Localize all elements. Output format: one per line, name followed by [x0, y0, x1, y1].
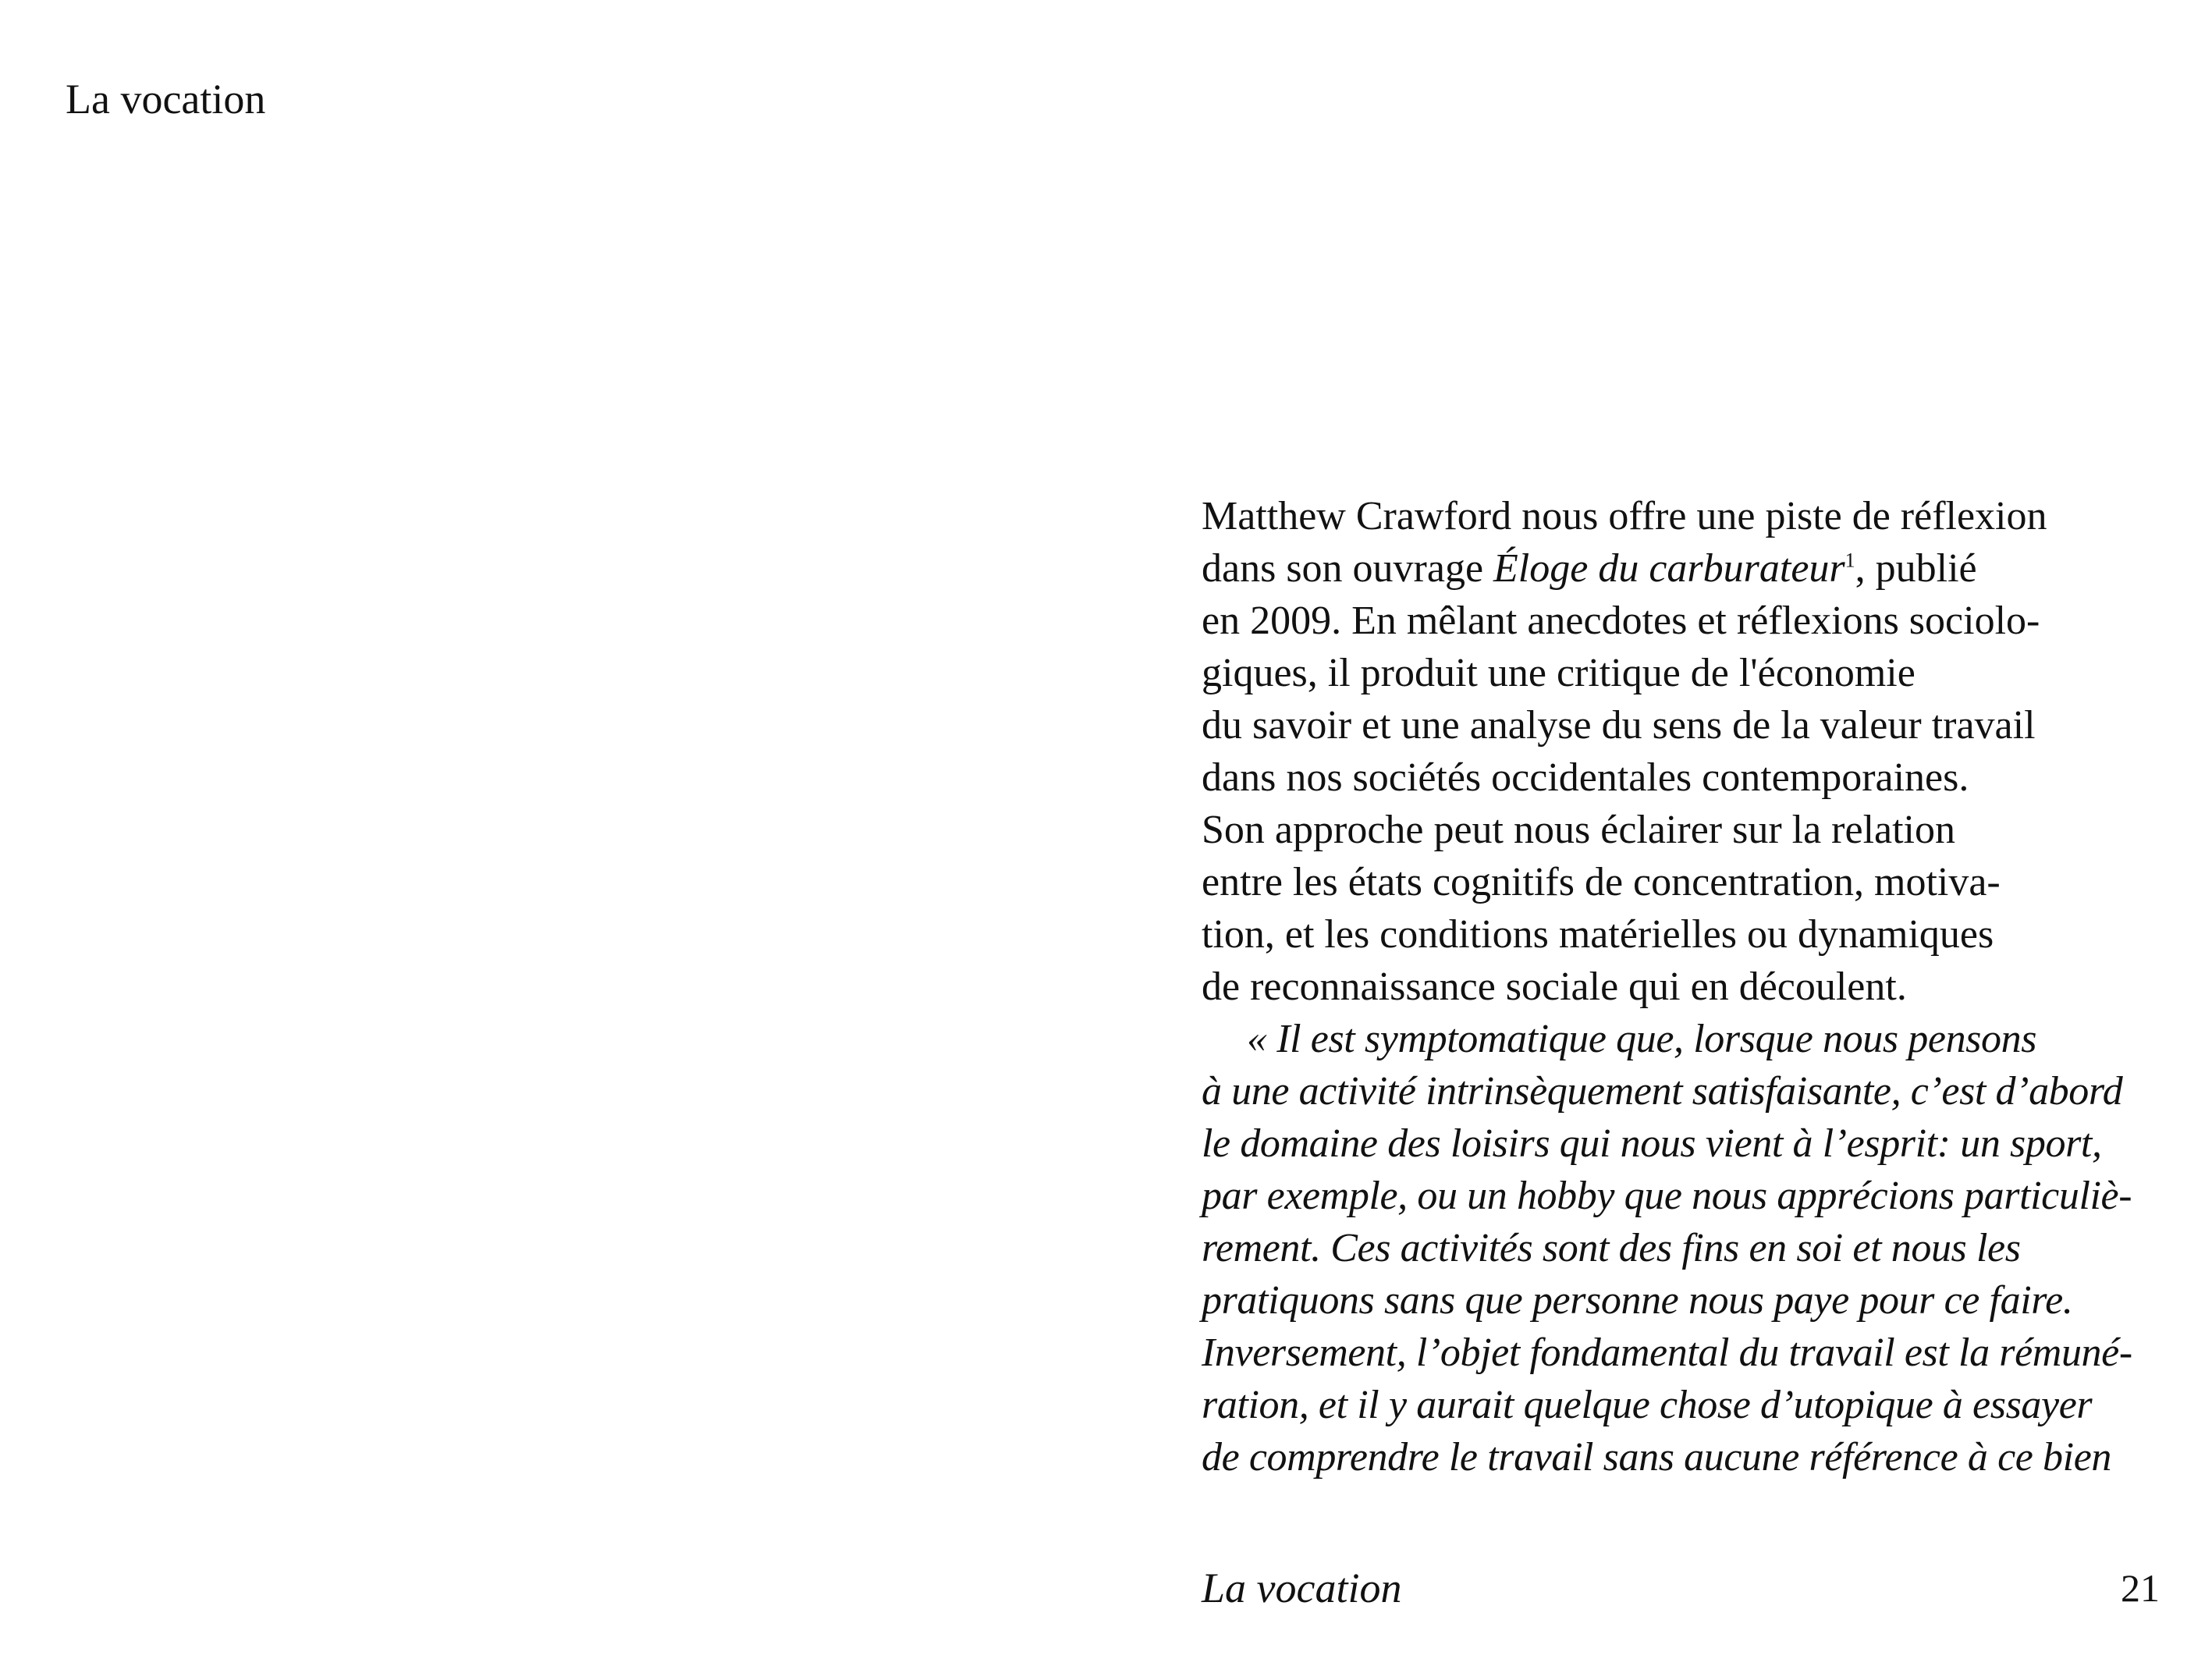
body-line: Matthew Crawford nous offre une piste de réflexion	[1202, 494, 2047, 538]
body-line: du savoir et une analyse du sens de la valeur travail	[1202, 703, 2036, 748]
body-line: tion, et les conditions matérielles ou dynamiques	[1202, 912, 1994, 957]
body-line: de reconnaissance sociale qui en découlent.	[1202, 964, 1907, 1009]
quote-line: « Il est symptomatique que, lorsque nous pensons	[1247, 1017, 2037, 1061]
book-title: Éloge du carburateur	[1493, 546, 1845, 591]
quote-line: par exemple, ou un hobby que nous apprécions particuliè-	[1202, 1174, 2132, 1218]
footnote-marker: 1	[1845, 549, 1855, 572]
body-line: dans nos sociétés occidentales contemporaines.	[1202, 755, 1969, 800]
body-line: Son approche peut nous éclairer sur la relation	[1202, 808, 1955, 852]
quote-line: le domaine des loisirs qui nous vient à l’esprit: un sport,	[1202, 1121, 2102, 1166]
body-text-fragment: , publié	[1855, 546, 1977, 591]
quote-line: Inversement, l’objet fondamental du travail est la rémuné-	[1202, 1330, 2132, 1375]
body-line: entre les états cognitifs de concentration, motiva-	[1202, 860, 2001, 904]
body-line	[1202, 542, 2169, 595]
page-number: 21	[2121, 1566, 2160, 1610]
body-text	[1202, 490, 2169, 1483]
body-text-fragment: dans son ouvrage	[1202, 546, 1494, 591]
quote-line: pratiquons sans que personne nous paye pour ce faire.	[1202, 1278, 2073, 1323]
quote-line: de comprendre le travail sans aucune référence à ce bien	[1202, 1435, 2111, 1480]
running-head: La vocation	[66, 76, 266, 123]
footer-title: La vocation	[1202, 1565, 1402, 1611]
quote-line: ration, et il y aurait quelque chose d’utopique à essayer	[1202, 1383, 2093, 1427]
quote-line: rement. Ces activités sont des fins en soi et nous les	[1202, 1226, 2021, 1270]
quote-line: à une activité intrinsèquement satisfaisante, c’est d’abord	[1202, 1069, 2123, 1114]
body-line: en 2009. En mêlant anecdotes et réflexions sociolo-	[1202, 599, 2040, 643]
body-line: giques, il produit une critique de l'économie	[1202, 651, 1916, 695]
